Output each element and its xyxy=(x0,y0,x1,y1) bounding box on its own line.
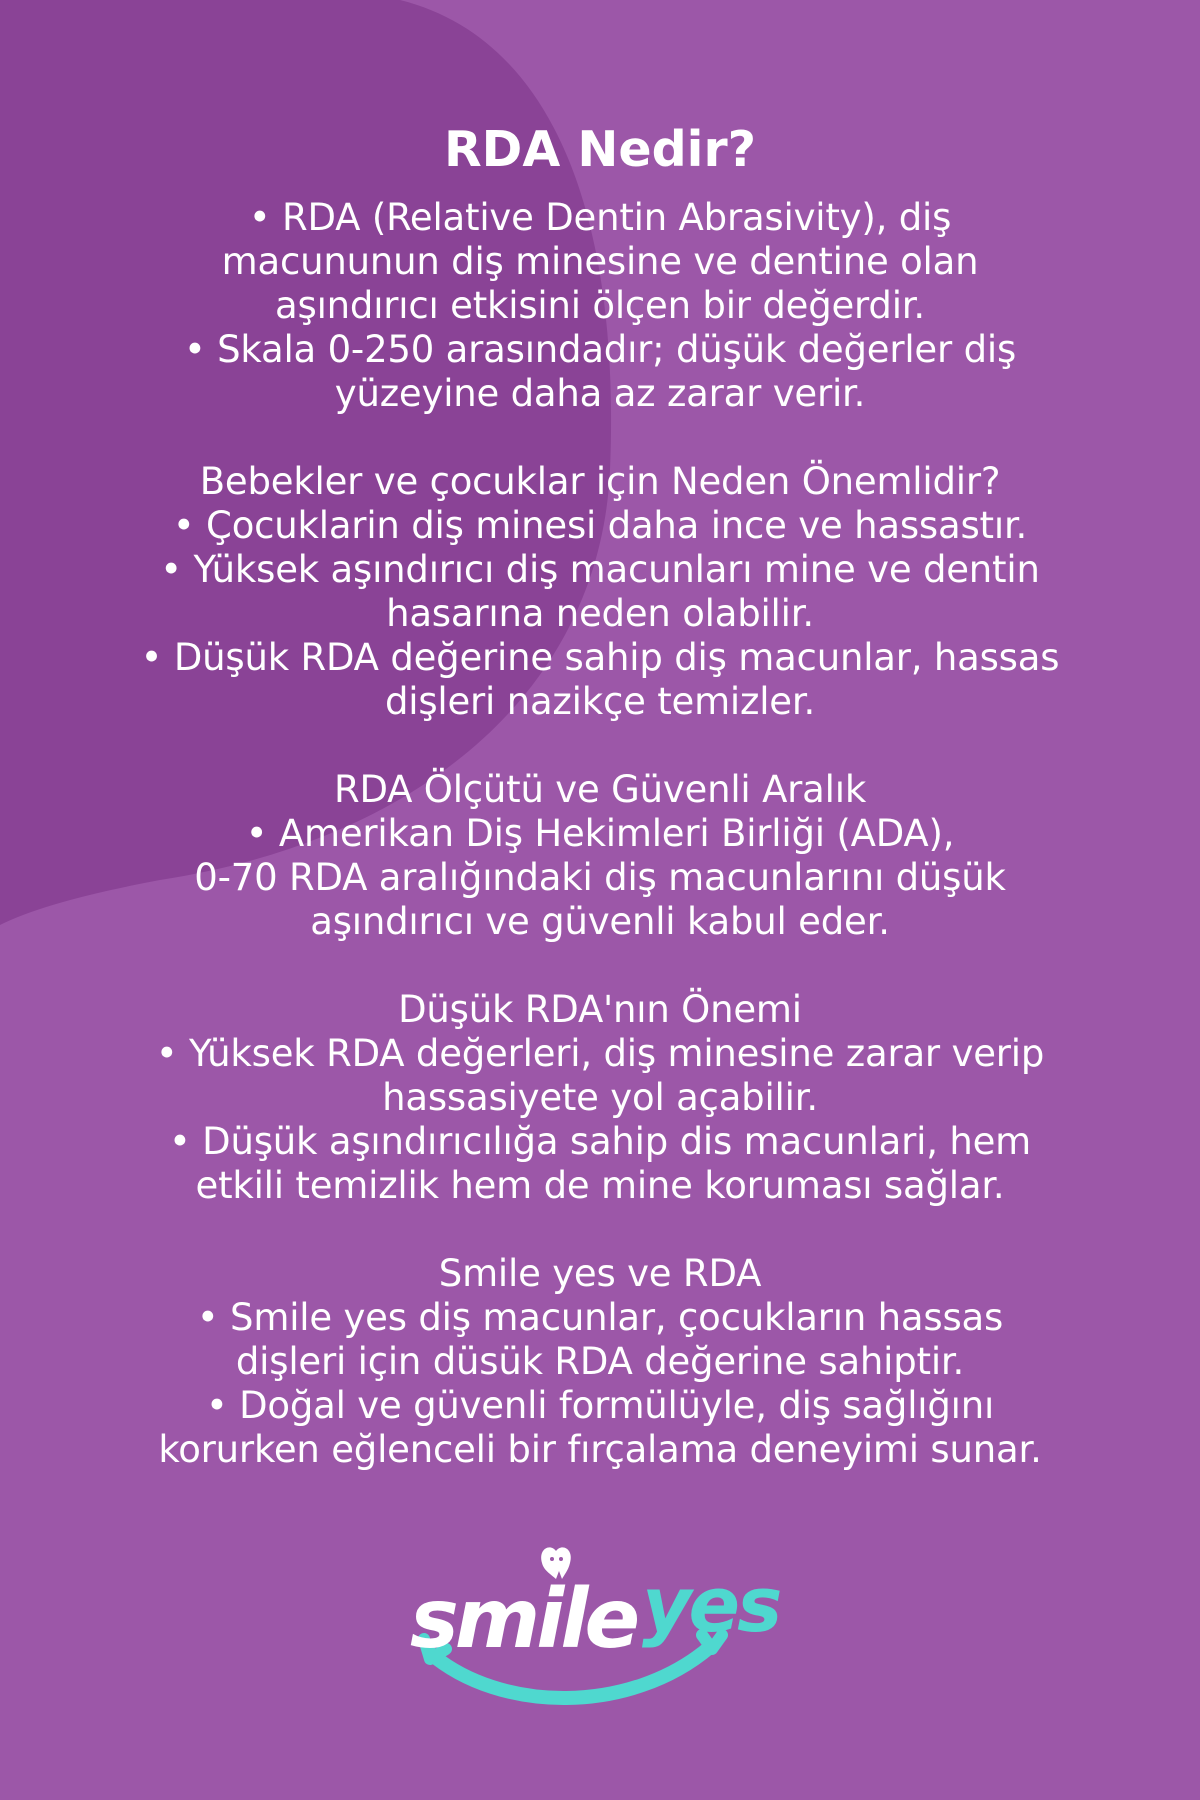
text-line: • Yüksek aşındırıcı diş macunları mine ve dentin xyxy=(160,548,1040,591)
text-line: hassasiyete yol açabilir. xyxy=(382,1076,818,1119)
article xyxy=(60,112,1140,1516)
logo-word-yes: yes xyxy=(642,1560,780,1649)
section-5 xyxy=(60,1252,1140,1472)
text-line: • RDA (Relative Dentin Abrasivity), diş xyxy=(248,196,952,239)
section-heading: Düşük RDA'nın Önemi xyxy=(398,988,802,1031)
text-line: dişleri için düsük RDA değerine sahiptir. xyxy=(235,1340,965,1383)
text-line: • Yüksek RDA değerleri, diş minesine zarar verip xyxy=(155,1032,1045,1075)
section-heading: Smile yes ve RDA xyxy=(438,1252,762,1295)
text-line: 0-70 RDA aralığındaki diş macunlarını düşük xyxy=(194,856,1006,899)
logo-word-smile: smile xyxy=(410,1572,637,1667)
text-line: • Düşük aşındırıcılığa sahip dis macunlari, hem xyxy=(169,1120,1031,1163)
text-line: • Çocuklarin diş minesi daha ince ve hassastır. xyxy=(172,504,1028,547)
smileyes-logo xyxy=(380,1535,820,1715)
section-3 xyxy=(60,768,1140,944)
section-4 xyxy=(60,988,1140,1208)
text-line: hasarına neden olabilir. xyxy=(386,592,814,635)
section-heading: Bebekler ve çocuklar için Neden Önemlidir? xyxy=(199,460,1001,503)
text-line: dişleri nazikçe temizler. xyxy=(384,680,816,723)
text-line: yüzeyine daha az zarar verir. xyxy=(334,372,866,415)
section-heading: RDA Ölçütü ve Güvenli Aralık xyxy=(333,768,867,811)
text-line: • Doğal ve güvenli formülüyle, diş sağlığını xyxy=(205,1384,995,1427)
text-line: macununun diş minesine ve dentine olan xyxy=(221,240,979,283)
page-title: RDA Nedir? xyxy=(443,121,757,178)
text-line: • Smile yes diş macunlar, çocukların hassas xyxy=(196,1296,1004,1339)
text-line: aşındırıcı ve güvenli kabul eder. xyxy=(310,900,890,943)
text-line: • Amerikan Diş Hekimleri Birliği (ADA), xyxy=(245,812,955,855)
section-2 xyxy=(60,460,1140,724)
text-line: korurken eğlenceli bir fırçalama deneyimi sunar. xyxy=(158,1428,1042,1471)
text-line: etkili temizlik hem de mine koruması sağlar. xyxy=(195,1164,1005,1207)
text-line: aşındırıcı etkisini ölçen bir değerdir. xyxy=(275,284,925,327)
text-line: • Düşük RDA değerine sahip diş macunlar, hassas xyxy=(140,636,1060,679)
sections-container xyxy=(60,196,1140,1472)
text-line: • Skala 0-250 arasındadır; düşük değerler diş xyxy=(183,328,1017,371)
section-1 xyxy=(60,196,1140,416)
